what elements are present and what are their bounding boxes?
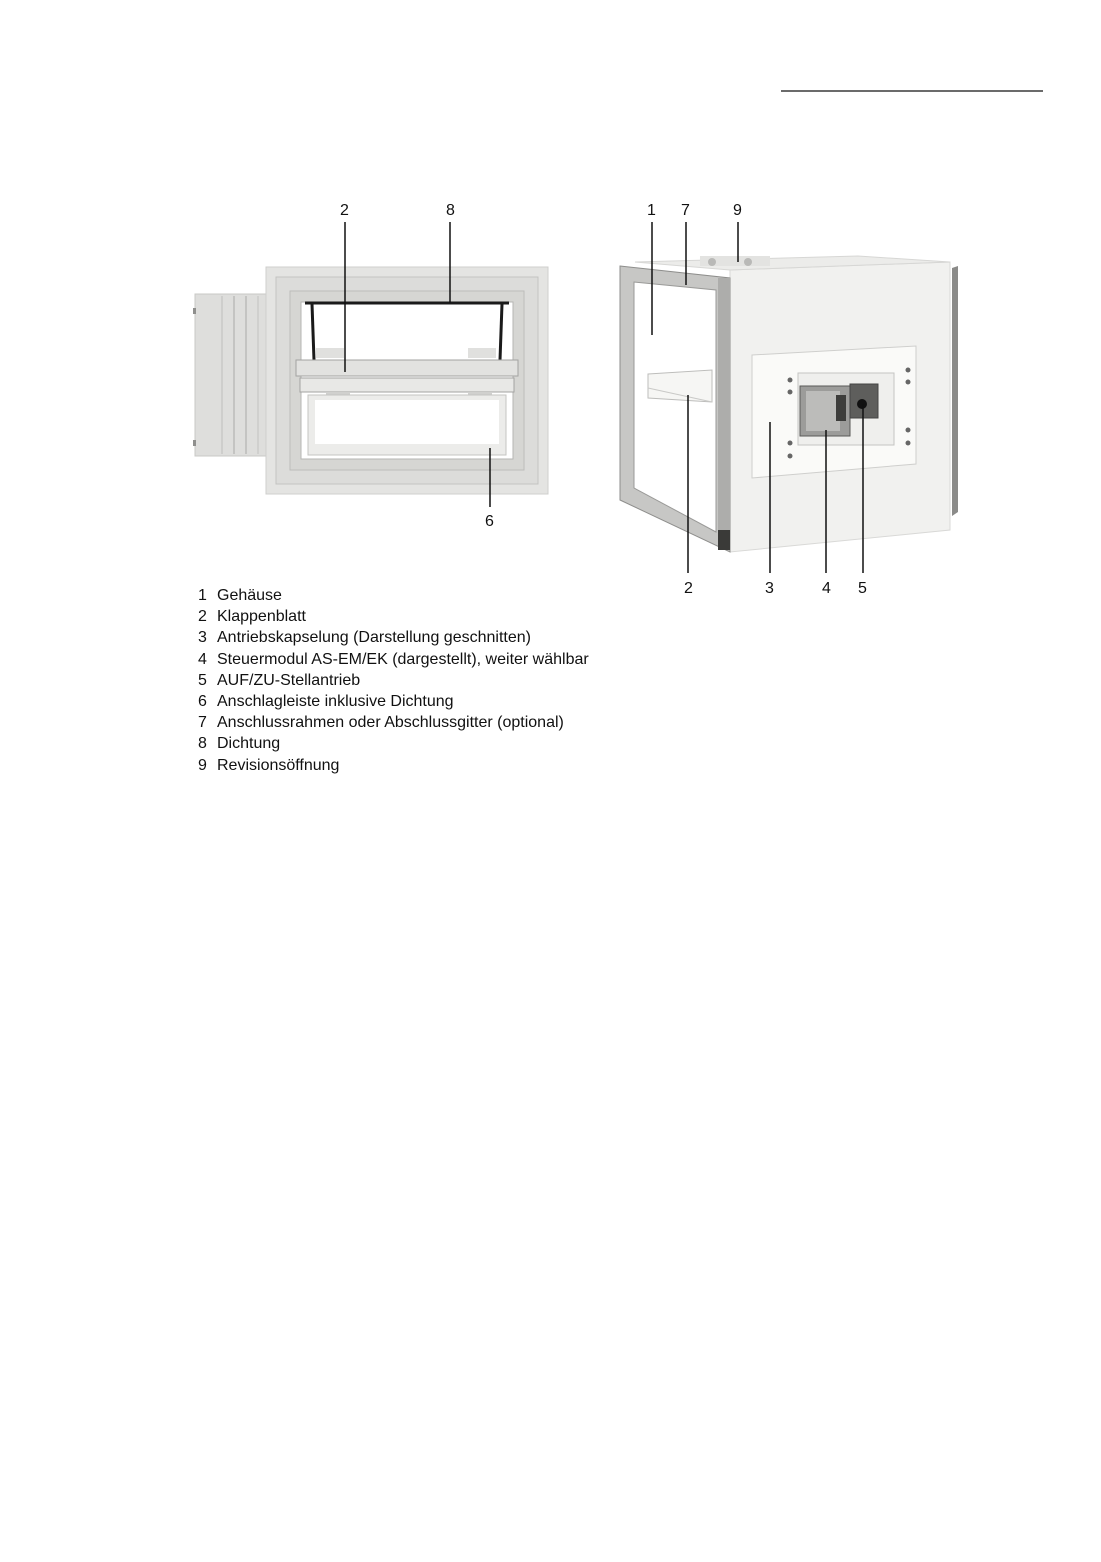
legend-num: 4	[198, 650, 207, 668]
legend-item	[198, 606, 589, 627]
callout-front-6: 6	[485, 513, 494, 530]
callout-persp-7: 7	[681, 202, 690, 219]
callout-persp-3: 3	[765, 580, 774, 597]
header-rule	[781, 90, 1043, 92]
callout-persp-1: 1	[647, 202, 656, 219]
callout-front-8: 8	[446, 202, 455, 219]
damper-perspective-figure	[600, 190, 980, 610]
legend-label: Gehäuse	[217, 587, 282, 604]
legend-item	[198, 585, 589, 606]
legend-item	[198, 691, 589, 712]
legend-item	[198, 627, 589, 648]
legend-item	[198, 670, 589, 691]
legend-item	[198, 733, 589, 754]
callout-front-2: 2	[340, 202, 349, 219]
damper-front-view-figure	[180, 190, 580, 540]
legend-num: 5	[198, 671, 207, 689]
legend-label: Anschlussrahmen oder Abschlussgitter (optional)	[217, 714, 564, 732]
control-module	[800, 386, 850, 436]
legend-num: 1	[198, 587, 207, 604]
stop-strip	[308, 395, 506, 455]
open-close-actuator	[850, 384, 878, 418]
callout-persp-9: 9	[733, 202, 742, 219]
legend-label: Klappenblatt	[217, 608, 306, 626]
legend-item	[198, 649, 589, 670]
legend-label: AUF/ZU-Stellantrieb	[217, 671, 361, 689]
legend-label: Anschlagleiste inklusive Dichtung	[217, 693, 454, 711]
legend-num: 6	[198, 693, 207, 711]
callout-persp-4: 4	[822, 580, 831, 597]
legend-label: Dichtung	[217, 735, 281, 753]
side-actuator-housing	[193, 294, 267, 456]
legend-item	[198, 712, 589, 733]
legend-item	[198, 755, 589, 776]
damper-blade	[648, 370, 712, 402]
callout-persp-2: 2	[684, 580, 693, 597]
legend-num: 8	[198, 735, 207, 753]
callout-persp-5: 5	[858, 580, 867, 597]
legend-label: Revisionsöffnung	[217, 756, 340, 774]
legend-num: 9	[198, 756, 207, 774]
legend-label: Steuermodul AS-EM/EK (dargestellt), weiter wählbar	[217, 650, 589, 668]
legend-num: 7	[198, 714, 207, 732]
legend-label: Antriebskapselung (Darstellung geschnitten)	[217, 629, 531, 647]
connection-frame	[620, 266, 730, 552]
legend-num: 2	[198, 608, 207, 626]
parts-legend	[198, 585, 589, 776]
legend-num: 3	[198, 629, 207, 647]
